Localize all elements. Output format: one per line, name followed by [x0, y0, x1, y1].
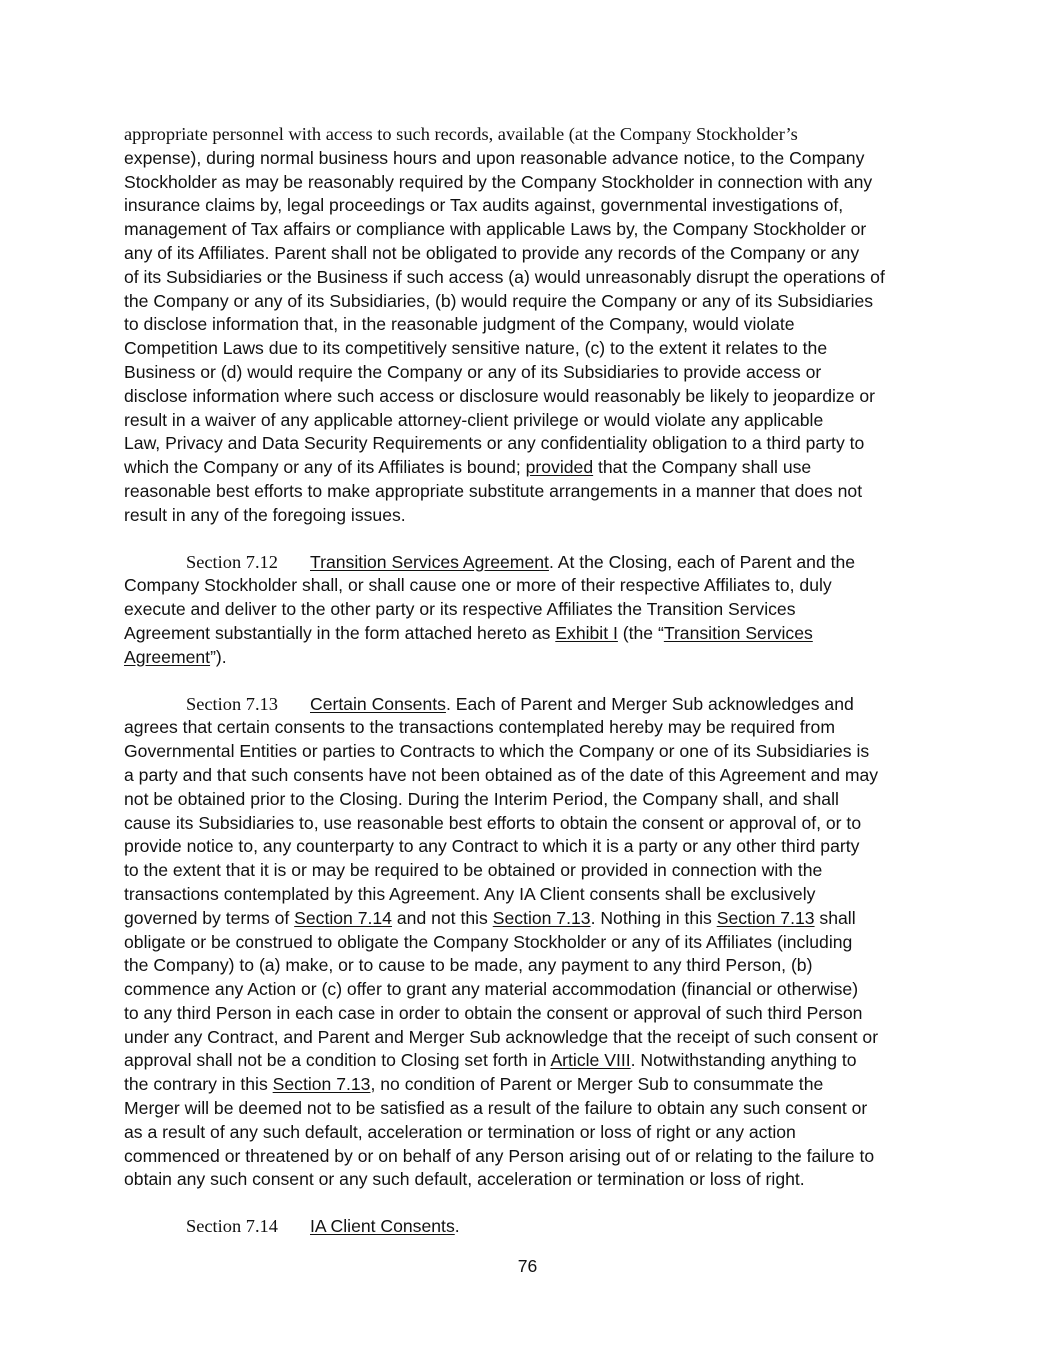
- text-line: Law, Privacy and Data Security Requirements or any confidentiality obligation to a third party to: [124, 433, 865, 454]
- text-line: [124, 1049, 936, 1073]
- section-title: IA Client Consents: [310, 1216, 455, 1237]
- text-line: [124, 622, 936, 646]
- text-line: agrees that certain consents to the transactions contemplated hereby may be required from: [124, 717, 835, 738]
- text-line: under any Contract, and Parent and Merger Sub acknowledge that the receipt of such consent or: [124, 1026, 879, 1047]
- text-line: execute and deliver to the other party or its respective Affiliates the Transition Services: [124, 599, 796, 620]
- text-run: , no condition of Parent or Merger Sub to consummate the: [370, 1074, 824, 1095]
- defined-term: Agreement: [124, 646, 211, 667]
- defined-term: Transition Services: [663, 622, 813, 643]
- text-line: the Company) to (a) make, or to cause to be made, any payment to any third Person, (b): [124, 955, 813, 976]
- text-line: [124, 456, 936, 480]
- section-number: Section 7.13: [186, 693, 278, 714]
- exhibit-reference[interactable]: Exhibit I: [555, 622, 618, 643]
- text-run: and not this: [391, 907, 493, 928]
- text-run: . Notwithstanding anything to: [630, 1050, 857, 1071]
- section-7-13: [124, 693, 936, 1193]
- text-line: provide notice to, any counterparty to any Contract to which it is a party or any other third party: [124, 836, 860, 857]
- section-reference[interactable]: Section 7.13: [272, 1074, 371, 1095]
- paragraph-records-access: [124, 123, 936, 528]
- text-line: transactions contemplated by this Agreement. Any IA Client consents shall be exclusively: [124, 883, 816, 904]
- text-line: to any third Person in each case in order to obtain the consent or approval of such third Person: [124, 1002, 863, 1023]
- text-run: the contrary in this: [124, 1074, 273, 1095]
- text-line: appropriate personnel with access to such records, available (at the Company Stockholder’s: [124, 124, 798, 144]
- text-run: Agreement substantially in the form attached hereto as: [124, 622, 556, 643]
- text-line: [124, 646, 936, 670]
- text-line: obtain any such consent or any such default, acceleration or termination or loss of right.: [124, 1169, 805, 1190]
- section-heading-line: [124, 551, 936, 575]
- section-heading-line: [124, 1215, 936, 1239]
- text-line: the Company or any of its Subsidiaries, (b) would require the Company or any of its Subsidiaries: [124, 290, 874, 311]
- section-reference[interactable]: Section 7.14: [294, 907, 392, 928]
- section-title: Transition Services Agreement: [310, 551, 549, 572]
- text-run: that the Company shall use: [593, 457, 812, 478]
- text-run: shall: [814, 907, 856, 928]
- text-run: approval shall not be a condition to Closing set forth in: [124, 1050, 551, 1071]
- section-reference[interactable]: Section 7.13: [716, 907, 815, 928]
- text-line: expense), during normal business hours and upon reasonable advance notice, to the Company: [124, 147, 865, 168]
- text-run: .: [454, 1216, 460, 1237]
- text-line: Competition Laws due to its competitively sensitive nature, (c) to the extent it relates to the: [124, 338, 828, 359]
- text-line: as a result of any such default, acceleration or termination or loss of right or any action: [124, 1121, 796, 1142]
- text-line: to disclose information that, in the reasonable judgment of the Company, would violate: [124, 314, 795, 335]
- text-run: . At the Closing, each of Parent and the: [548, 551, 856, 572]
- text-run: . Each of Parent and Merger Sub acknowledges and: [445, 693, 854, 714]
- text-line: obligate or be construed to obligate the Company Stockholder or any of its Affiliates (including: [124, 931, 853, 952]
- text-line: result in a waiver of any applicable attorney-client privilege or would violate any applicable: [124, 409, 824, 430]
- provided-term: provided: [525, 457, 594, 478]
- text-line: not be obtained prior to the Closing. During the Interim Period, the Company shall, and shall: [124, 788, 839, 809]
- text-line: commence any Action or (c) offer to grant any material accommodation (financial or otherwise): [124, 979, 859, 1000]
- section-number: Section 7.14: [186, 1216, 278, 1237]
- text-line: any of its Affiliates. Parent shall not be obligated to provide any records of the Company or any: [124, 242, 860, 263]
- section-number: Section 7.12: [186, 551, 278, 572]
- text-line: [124, 1073, 936, 1097]
- text-line: management of Tax affairs or compliance with applicable Laws by, the Company Stockholder or: [124, 219, 867, 240]
- text-line: insurance claims by, legal proceedings or Tax audits against, governmental investigations of,: [124, 195, 844, 216]
- text-line: result in any of the foregoing issues.: [124, 504, 406, 525]
- text-line: commenced or threatened by or on behalf of any Person arising out of or relating to the failure to: [124, 1145, 875, 1166]
- text-line: Company Stockholder shall, or shall cause one or more of their respective Affiliates to, duly: [124, 575, 832, 596]
- text-line: [124, 907, 936, 931]
- section-7-12: [124, 551, 936, 670]
- text-line: Governmental Entities or parties to Contracts to which the Company or one of its Subsidiaries is: [124, 741, 870, 762]
- text-run: . Nothing in this: [590, 907, 717, 928]
- text-line: cause its Subsidiaries to, use reasonable best efforts to obtain the consent or approval of, or to: [124, 812, 862, 833]
- text-line: a party and that such consents have not been obtained as of the date of this Agreement and may: [124, 764, 879, 785]
- text-line: of its Subsidiaries or the Business if such access (a) would unreasonably disrupt the operations of: [124, 266, 885, 287]
- section-7-14: [124, 1215, 936, 1239]
- section-reference[interactable]: Section 7.13: [492, 907, 591, 928]
- text-run: ”).: [210, 646, 227, 667]
- article-reference[interactable]: Article VIII: [550, 1050, 631, 1071]
- section-heading-line: [124, 693, 936, 717]
- document-page: [124, 123, 936, 1262]
- text-run: which the Company or any of its Affiliates is bound;: [124, 457, 526, 478]
- text-line: reasonable best efforts to make appropriate substitute arrangements in a manner that does not: [124, 480, 863, 501]
- text-line: Merger will be deemed not to be satisfied as a result of the failure to obtain any such consent or: [124, 1098, 868, 1119]
- page-number: 76: [517, 1256, 538, 1276]
- section-title: Certain Consents: [310, 693, 446, 714]
- text-line: to the extent that it is or may be required to be obtained or provided in connection with the: [124, 860, 823, 881]
- text-run: (the “: [617, 622, 664, 643]
- text-line: Business or (d) would require the Company or any of its Subsidiaries to provide access or: [124, 361, 822, 382]
- text-run: governed by terms of: [124, 907, 295, 928]
- text-line: disclose information where such access or disclosure would reasonably be likely to jeopardize or: [124, 385, 876, 406]
- text-line: Stockholder as may be reasonably required by the Company Stockholder in connection with any: [124, 171, 873, 192]
